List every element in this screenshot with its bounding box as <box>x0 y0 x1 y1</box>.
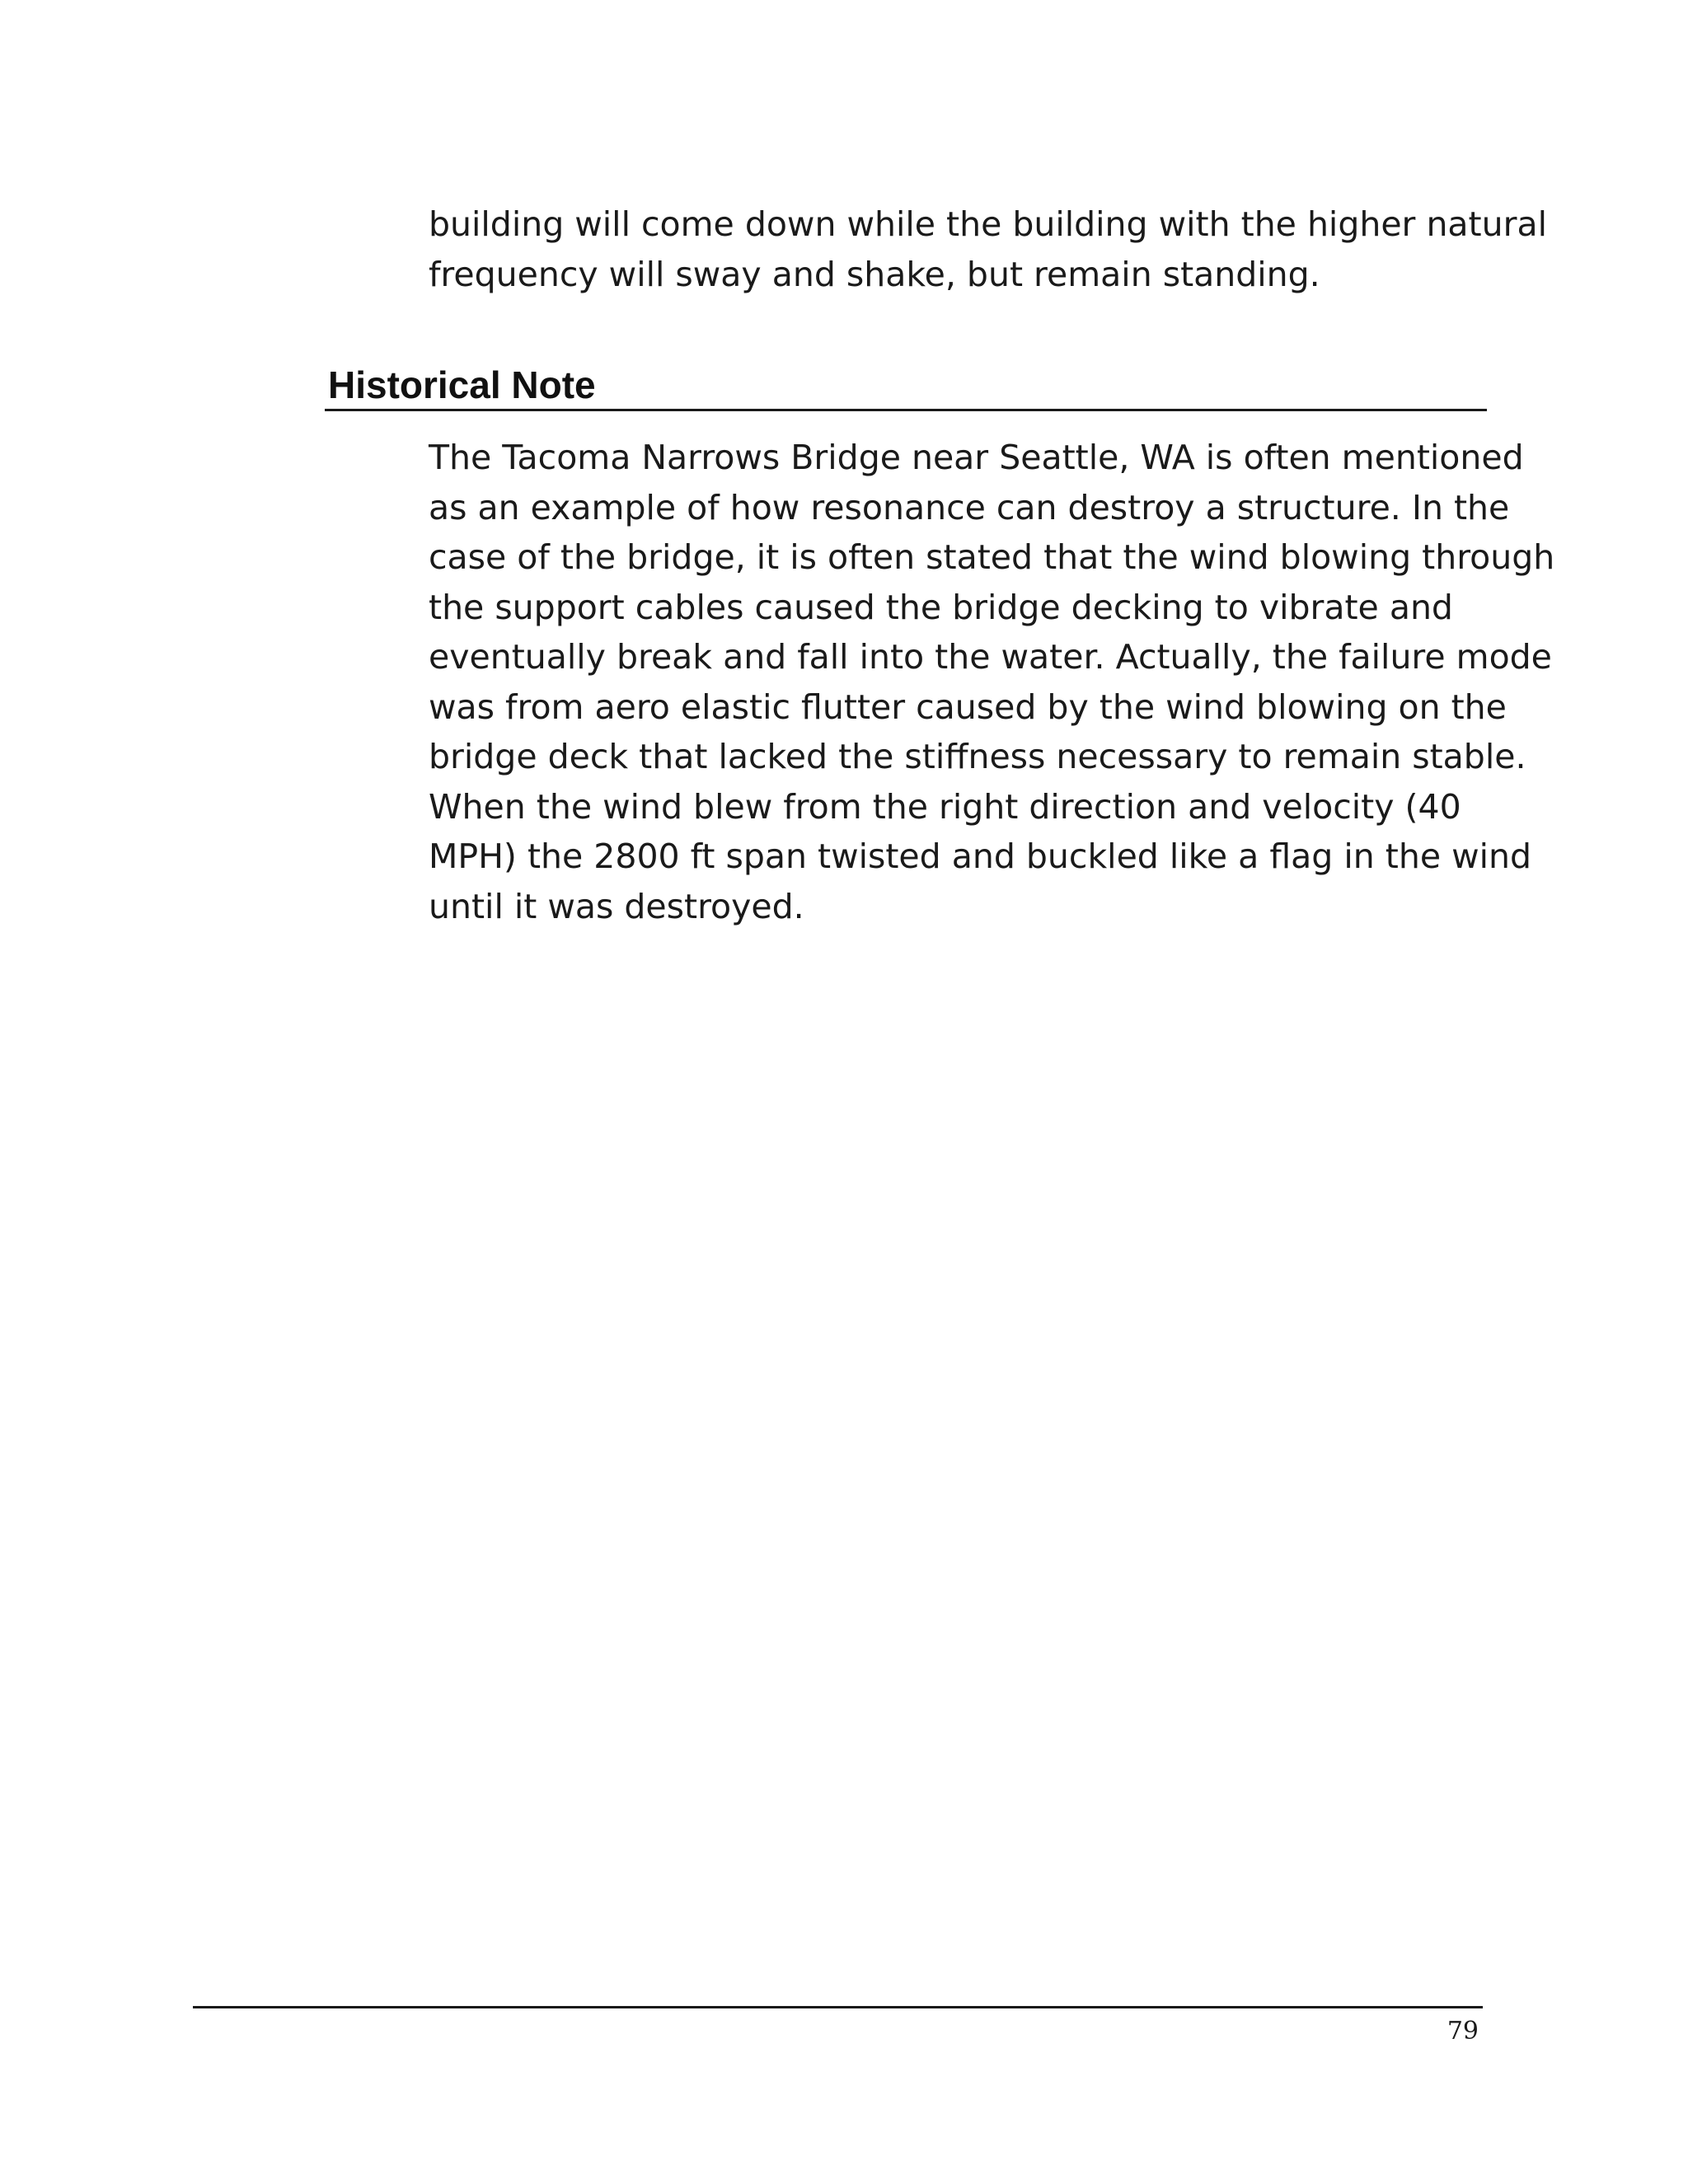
heading-divider <box>325 409 1487 411</box>
paragraph-line: building will come down while the building with the higher natural <box>429 204 1547 244</box>
footer-divider <box>193 2006 1483 2008</box>
paragraph-line: MPH) the 2800 ft span twisted and buckled like a flag in the wind <box>429 837 1532 876</box>
paragraph-line: the support cables caused the bridge decking to vibrate and <box>429 587 1453 627</box>
page-number: 79 <box>1447 2017 1479 2046</box>
paragraph-line: The Tacoma Narrows Bridge near Seattle, WA is often mentioned <box>429 438 1524 477</box>
continuation-paragraph <box>429 199 1547 299</box>
paragraph-line: until it was destroyed. <box>429 886 804 926</box>
paragraph-line: frequency will sway and shake, but remain standing. <box>429 254 1320 294</box>
paragraph-line: as an example of how resonance can destroy a structure. In the <box>429 487 1510 527</box>
section-heading: Historical Note <box>328 363 596 406</box>
paragraph-line: case of the bridge, it is often stated that the wind blowing through <box>429 537 1555 577</box>
paragraph-line: eventually break and fall into the water. Actually, the failure mode <box>429 637 1552 677</box>
historical-note-paragraph <box>429 433 1555 931</box>
paragraph-line: When the wind blew from the right direction and velocity (40 <box>429 786 1461 827</box>
paragraph-line: was from aero elastic flutter caused by the wind blowing on the <box>429 687 1507 727</box>
paragraph-line: bridge deck that lacked the stiffness necessary to remain stable. <box>429 737 1526 776</box>
